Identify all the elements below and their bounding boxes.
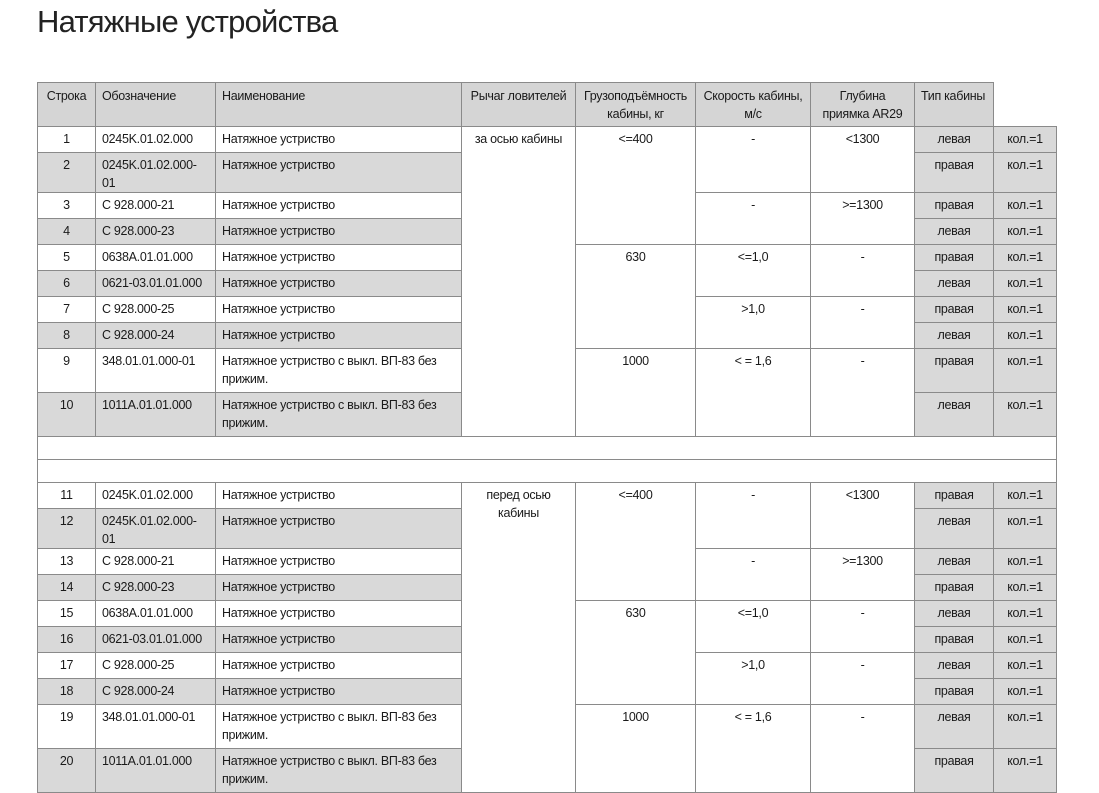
name-cell: Натяжное устриство: [216, 271, 462, 297]
row-number-cell: 16: [38, 627, 96, 653]
speed-cell: >1,0: [696, 297, 811, 349]
pit-depth-cell: -: [811, 705, 915, 793]
designation-cell: С 928.000-21: [96, 193, 216, 219]
row-number-cell: 5: [38, 245, 96, 271]
quantity-cell: кол.=1: [994, 549, 1057, 575]
designation-cell: С 928.000-23: [96, 575, 216, 601]
designation-cell: 0621-03.01.01.000: [96, 271, 216, 297]
row-number-cell: 14: [38, 575, 96, 601]
designation-cell: С 928.000-21: [96, 549, 216, 575]
quantity-cell: кол.=1: [994, 297, 1057, 323]
quantity-cell: кол.=1: [994, 483, 1057, 509]
row-number-cell: 3: [38, 193, 96, 219]
speed-cell: -: [696, 127, 811, 193]
row-number-cell: 1: [38, 127, 96, 153]
cabin-type-cell: левая: [915, 323, 994, 349]
speed-cell: -: [696, 549, 811, 601]
quantity-cell: кол.=1: [994, 153, 1057, 193]
pit-depth-cell: <1300: [811, 483, 915, 549]
spacer-cell: [38, 460, 1057, 483]
pit-depth-cell: >=1300: [811, 193, 915, 245]
speed-cell: < = 1,6: [696, 705, 811, 793]
quantity-cell: кол.=1: [994, 349, 1057, 393]
table-row: [38, 483, 1057, 509]
designation-cell: 0245K.01.02.000-01: [96, 153, 216, 193]
designation-cell: 1011А.01.01.000: [96, 393, 216, 437]
designation-cell: С 928.000-23: [96, 219, 216, 245]
quantity-cell: кол.=1: [994, 127, 1057, 153]
cabin-type-cell: правая: [915, 297, 994, 323]
cabin-type-cell: левая: [915, 509, 994, 549]
cabin-type-cell: левая: [915, 271, 994, 297]
row-number-cell: 2: [38, 153, 96, 193]
quantity-cell: кол.=1: [994, 323, 1057, 349]
row-number-cell: 8: [38, 323, 96, 349]
spacer-row: [38, 437, 1057, 460]
pit-depth-cell: -: [811, 349, 915, 437]
name-cell: Натяжное устриство с выкл. ВП-83 без прижим.: [216, 749, 462, 793]
designation-cell: 0638А.01.01.000: [96, 245, 216, 271]
quantity-cell: кол.=1: [994, 219, 1057, 245]
pit-depth-cell: -: [811, 653, 915, 705]
quantity-cell: кол.=1: [994, 601, 1057, 627]
name-cell: Натяжное устриство: [216, 549, 462, 575]
cabin-type-cell: левая: [915, 393, 994, 437]
cabin-type-cell: правая: [915, 245, 994, 271]
header-pit-depth: Глубина приямка AR29: [811, 83, 915, 127]
cabin-type-cell: правая: [915, 153, 994, 193]
capacity-cell: 1000: [576, 349, 696, 437]
designation-cell: 348.01.01.000-01: [96, 349, 216, 393]
cabin-type-cell: левая: [915, 705, 994, 749]
designation-cell: 0245K.01.02.000-01: [96, 509, 216, 549]
row-number-cell: 7: [38, 297, 96, 323]
name-cell: Натяжное устриство с выкл. ВП-83 без прижим.: [216, 349, 462, 393]
name-cell: Натяжное устриство: [216, 679, 462, 705]
designation-cell: 0638А.01.01.000: [96, 601, 216, 627]
cabin-type-cell: левая: [915, 653, 994, 679]
cabin-type-cell: правая: [915, 749, 994, 793]
quantity-cell: кол.=1: [994, 749, 1057, 793]
row-number-cell: 13: [38, 549, 96, 575]
quantity-cell: кол.=1: [994, 653, 1057, 679]
header-name: Наименование: [216, 83, 462, 127]
designation-cell: 348.01.01.000-01: [96, 705, 216, 749]
name-cell: Натяжное устриство: [216, 193, 462, 219]
name-cell: Натяжное устриство: [216, 627, 462, 653]
designation-cell: 0245K.01.02.000: [96, 127, 216, 153]
row-number-cell: 10: [38, 393, 96, 437]
header-capacity: Грузоподъёмность кабины, кг: [576, 83, 696, 127]
pit-depth-cell: -: [811, 245, 915, 297]
quantity-cell: кол.=1: [994, 245, 1057, 271]
cabin-type-cell: левая: [915, 601, 994, 627]
row-number-cell: 9: [38, 349, 96, 393]
cabin-type-cell: левая: [915, 127, 994, 153]
cabin-type-cell: правая: [915, 679, 994, 705]
row-number-cell: 17: [38, 653, 96, 679]
cabin-type-cell: правая: [915, 575, 994, 601]
capacity-cell: 1000: [576, 705, 696, 793]
speed-cell: -: [696, 483, 811, 549]
name-cell: Натяжное устриство: [216, 575, 462, 601]
row-number-cell: 4: [38, 219, 96, 245]
header-lever: Рычаг ловителей: [462, 83, 576, 127]
name-cell: Натяжное устриство с выкл. ВП-83 без прижим.: [216, 705, 462, 749]
spacer-cell: [38, 437, 1057, 460]
speed-cell: <=1,0: [696, 245, 811, 297]
quantity-cell: кол.=1: [994, 679, 1057, 705]
quantity-cell: кол.=1: [994, 627, 1057, 653]
cabin-type-cell: левая: [915, 219, 994, 245]
name-cell: Натяжное устриство с выкл. ВП-83 без прижим.: [216, 393, 462, 437]
cabin-type-cell: правая: [915, 483, 994, 509]
header-cabin-type: Тип кабины: [915, 83, 994, 127]
quantity-cell: кол.=1: [994, 705, 1057, 749]
capacity-cell: <=400: [576, 483, 696, 601]
designation-cell: 0245K.01.02.000: [96, 483, 216, 509]
name-cell: Натяжное устриство: [216, 483, 462, 509]
header-row: [38, 83, 1057, 127]
row-number-cell: 19: [38, 705, 96, 749]
speed-cell: <=1,0: [696, 601, 811, 653]
pit-depth-cell: -: [811, 601, 915, 653]
name-cell: Натяжное устриство: [216, 653, 462, 679]
capacity-cell: 630: [576, 601, 696, 705]
designation-cell: 0621-03.01.01.000: [96, 627, 216, 653]
row-number-cell: 6: [38, 271, 96, 297]
row-number-cell: 15: [38, 601, 96, 627]
name-cell: Натяжное устриство: [216, 219, 462, 245]
spacer-row: [38, 460, 1057, 483]
header-row-number: Строка: [38, 83, 96, 127]
capacity-cell: <=400: [576, 127, 696, 245]
tensioner-table: [37, 82, 1057, 793]
name-cell: Натяжное устриство: [216, 245, 462, 271]
designation-cell: 1011А.01.01.000: [96, 749, 216, 793]
header-speed: Скорость кабины, м/с: [696, 83, 811, 127]
speed-cell: >1,0: [696, 653, 811, 705]
cabin-type-cell: левая: [915, 549, 994, 575]
page-title: Натяжные устройства: [37, 4, 338, 39]
speed-cell: -: [696, 193, 811, 245]
quantity-cell: кол.=1: [994, 393, 1057, 437]
quantity-cell: кол.=1: [994, 575, 1057, 601]
quantity-cell: кол.=1: [994, 271, 1057, 297]
row-number-cell: 18: [38, 679, 96, 705]
table-row: [38, 127, 1057, 153]
cabin-type-cell: правая: [915, 627, 994, 653]
cabin-type-cell: правая: [915, 193, 994, 219]
pit-depth-cell: >=1300: [811, 549, 915, 601]
speed-cell: < = 1,6: [696, 349, 811, 437]
designation-cell: С 928.000-25: [96, 297, 216, 323]
pit-depth-cell: -: [811, 297, 915, 349]
quantity-cell: кол.=1: [994, 193, 1057, 219]
row-number-cell: 11: [38, 483, 96, 509]
name-cell: Натяжное устриство: [216, 297, 462, 323]
designation-cell: С 928.000-25: [96, 653, 216, 679]
name-cell: Натяжное устриство: [216, 509, 462, 549]
designation-cell: С 928.000-24: [96, 323, 216, 349]
cabin-type-cell: правая: [915, 349, 994, 393]
row-number-cell: 20: [38, 749, 96, 793]
name-cell: Натяжное устриство: [216, 153, 462, 193]
row-number-cell: 12: [38, 509, 96, 549]
quantity-cell: кол.=1: [994, 509, 1057, 549]
header-empty: [994, 83, 1057, 127]
lever-cell: перед осью кабины: [462, 483, 576, 793]
lever-cell: за осью кабины: [462, 127, 576, 437]
capacity-cell: 630: [576, 245, 696, 349]
designation-cell: С 928.000-24: [96, 679, 216, 705]
name-cell: Натяжное устриство: [216, 127, 462, 153]
name-cell: Натяжное устриство: [216, 323, 462, 349]
pit-depth-cell: <1300: [811, 127, 915, 193]
header-designation: Обозначение: [96, 83, 216, 127]
name-cell: Натяжное устриство: [216, 601, 462, 627]
